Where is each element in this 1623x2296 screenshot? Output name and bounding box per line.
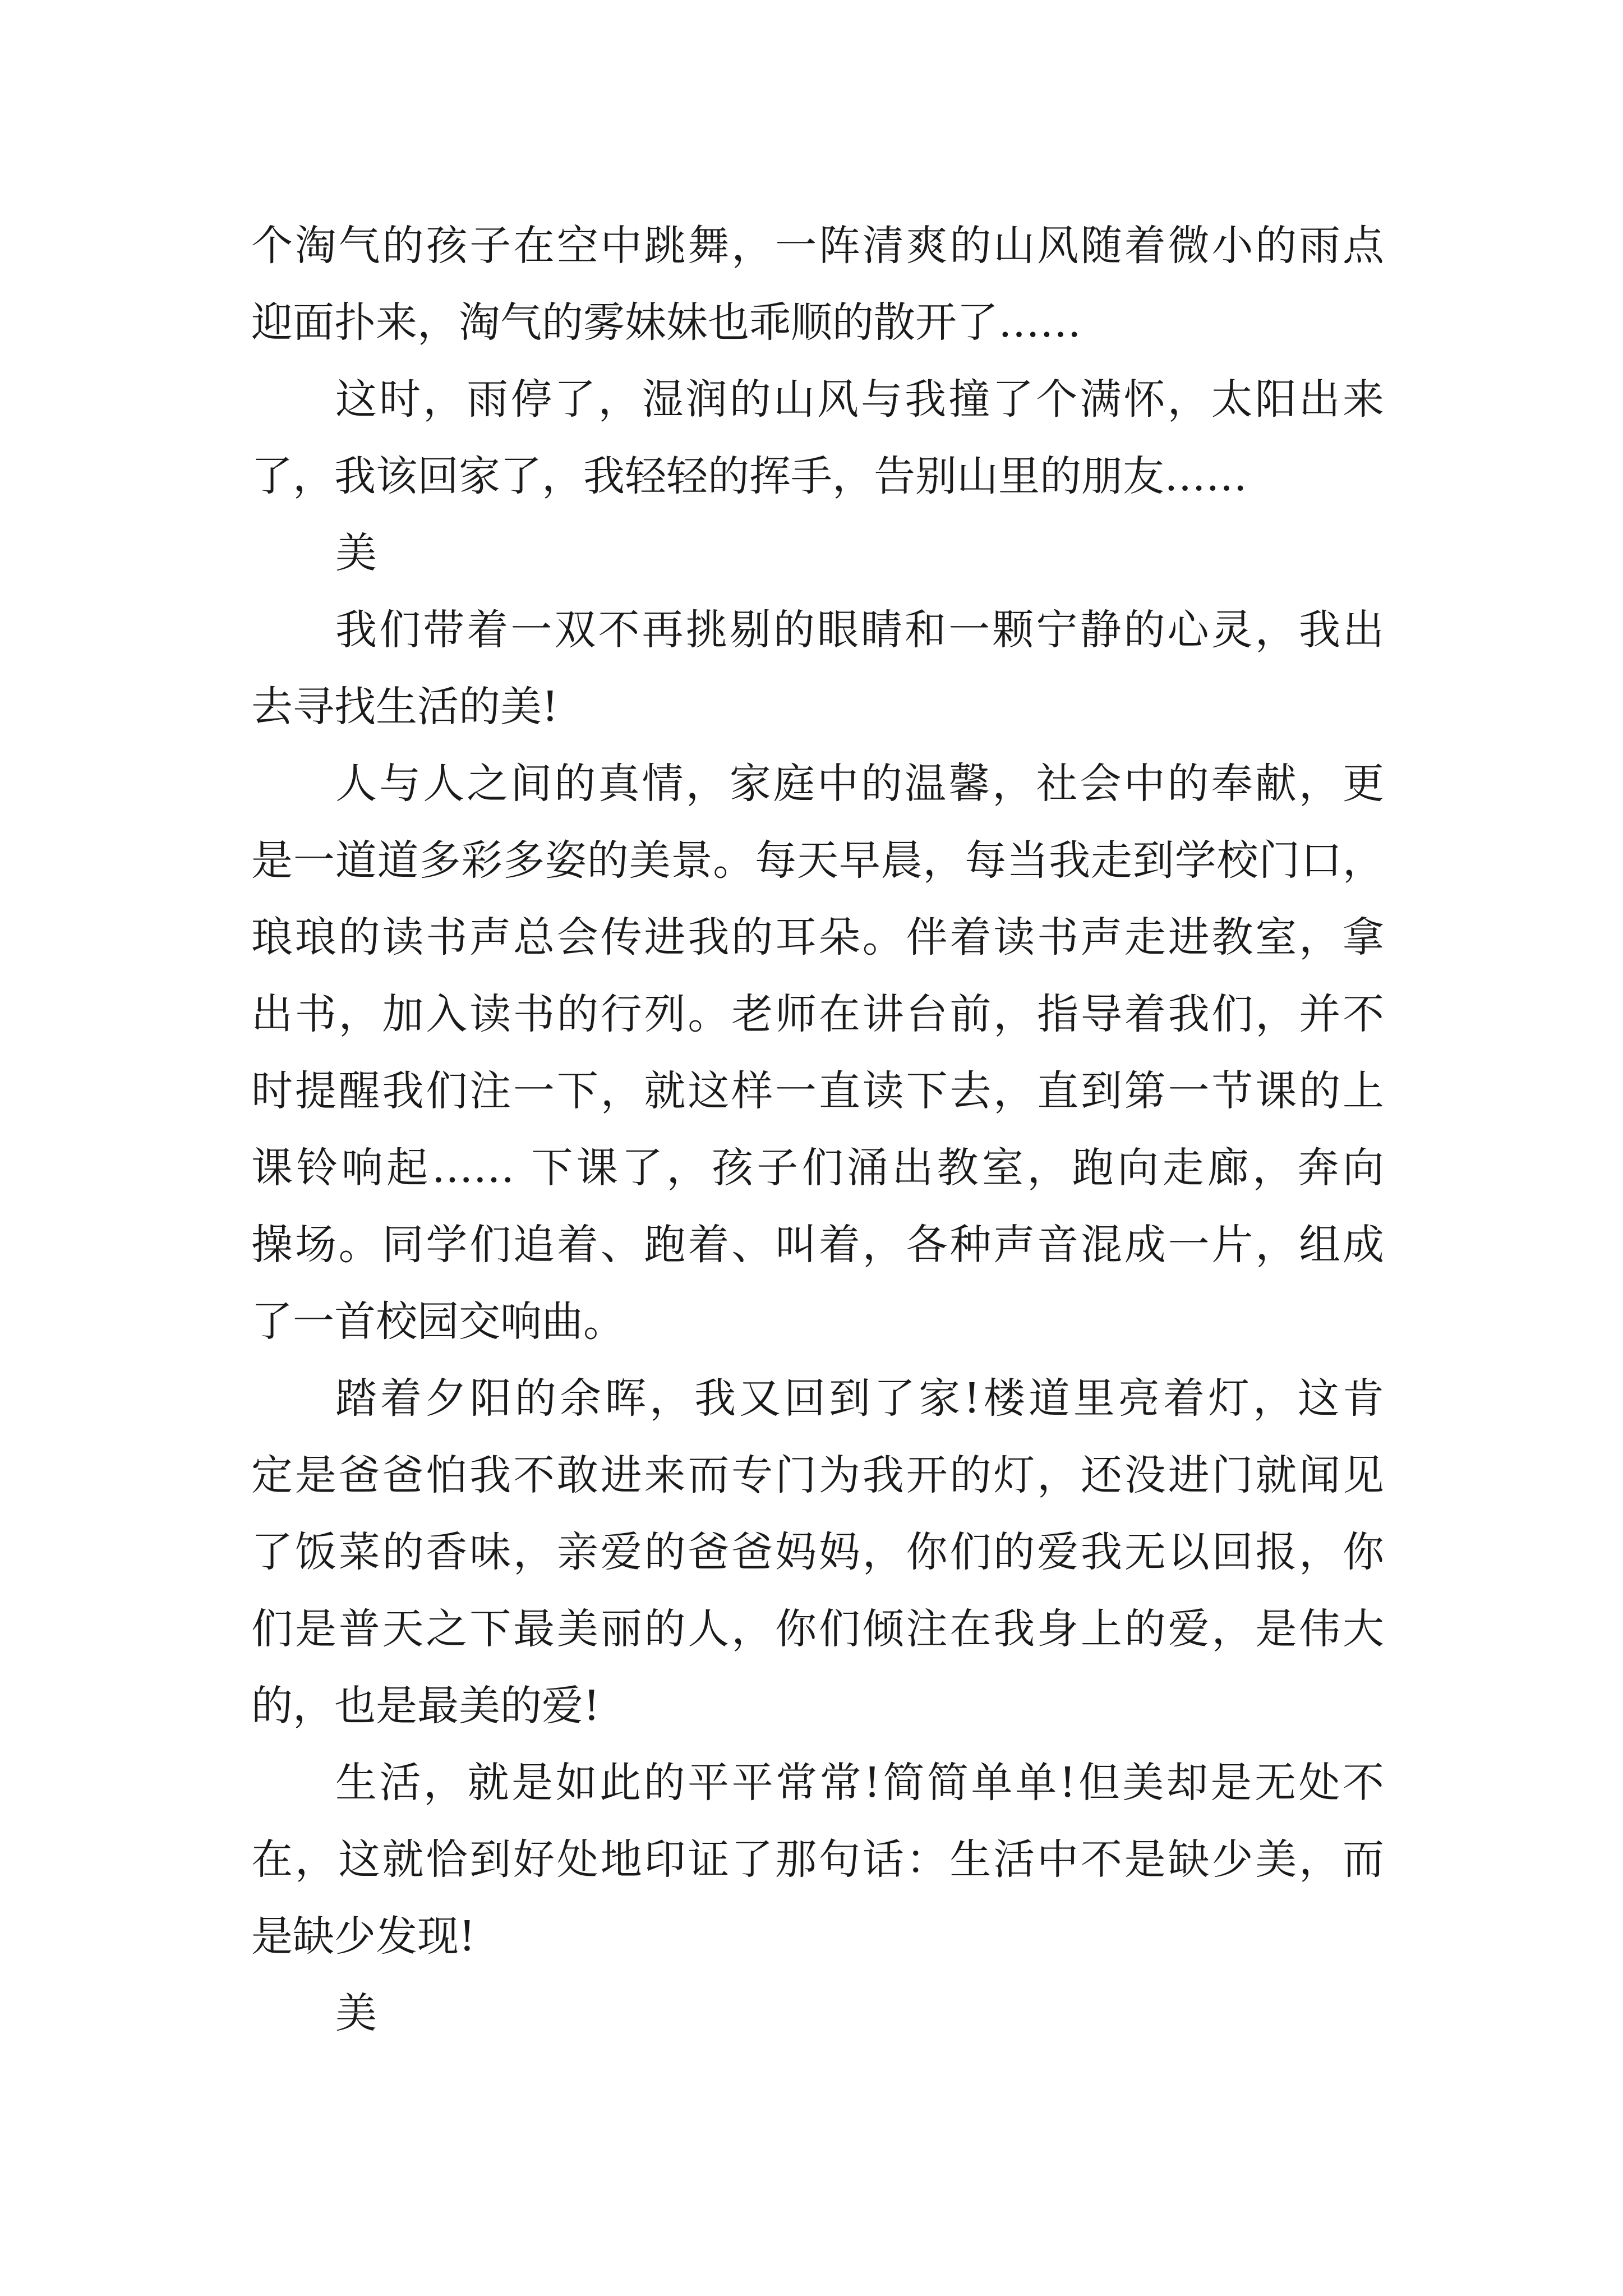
text-line: 了一首校园交响曲。 xyxy=(251,1297,625,1346)
text-line: 人与人之间的真情，家庭中的温馨，社会中的奉献，更 xyxy=(335,760,1384,808)
section-heading: 美 xyxy=(335,1989,377,2037)
text-line: 时提醒我们注一下，就这样一直读下去，直到第一节课的上 xyxy=(251,1067,1384,1115)
text-line: 琅琅的读书声总会传进我的耳朵。伴着读书声走进教室，拿 xyxy=(251,913,1384,961)
text-line: 课铃响起…… 下课了，孩子们涌出教室，跑向走廊，奔向 xyxy=(251,1144,1384,1192)
text-line: 这时，雨停了，湿润的山风与我撞了个满怀，太阳出来 xyxy=(335,375,1384,424)
text-line: 操场。同学们追着、跑着、叫着，各种声音混成一片，组成 xyxy=(251,1221,1384,1269)
text-line: 迎面扑来，淘气的雾妹妹也乖顺的散开了…… xyxy=(251,298,1081,347)
text-line: 们是普天之下最美丽的人，你们倾注在我身上的爱，是伟大 xyxy=(251,1605,1384,1653)
section-heading: 美 xyxy=(335,529,377,577)
text-line: 是缺少发现! xyxy=(251,1912,476,1961)
text-line: 我们带着一双不再挑剔的眼睛和一颗宁静的心灵，我出 xyxy=(335,606,1384,654)
text-line: 定是爸爸怕我不敢进来而专门为我开的灯，还没进门就闻见 xyxy=(251,1451,1384,1499)
text-line: 在，这就恰到好处地印证了那句话：生活中不是缺少美，而 xyxy=(251,1835,1384,1884)
text-line: 了饭菜的香味，亲爱的爸爸妈妈，你们的爱我无以回报，你 xyxy=(251,1528,1384,1576)
essay-body xyxy=(251,208,1384,2052)
text-line: 是一道道多彩多姿的美景。每天早晨，每当我走到学校门口， xyxy=(251,836,1384,885)
text-line: 的，也是最美的爱! xyxy=(251,1682,600,1730)
text-line: 了，我该回家了，我轻轻的挥手，告别山里的朋友…… xyxy=(251,452,1247,500)
text-line: 踏着夕阳的余晖，我又回到了家!楼道里亮着灯，这肯 xyxy=(335,1374,1384,1423)
text-line: 出书，加入读书的行列。老师在讲台前，指导着我们，并不 xyxy=(251,990,1384,1038)
text-line: 生活，就是如此的平平常常!简简单单!但美却是无处不 xyxy=(335,1759,1384,1807)
text-line: 个淘气的孩子在空中跳舞，一阵清爽的山风随着微小的雨点 xyxy=(251,222,1384,270)
text-line: 去寻找生活的美! xyxy=(251,683,559,731)
